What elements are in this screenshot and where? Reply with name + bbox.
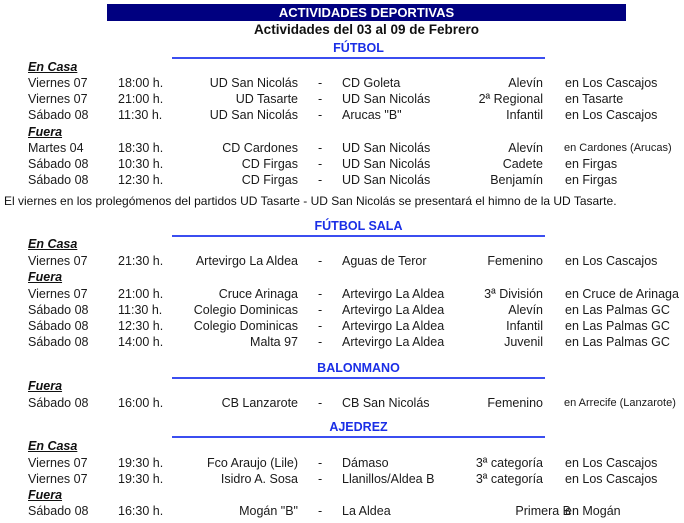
away-team: Artevirgo La Aldea: [342, 319, 445, 333]
page-banner-title: ACTIVIDADES DEPORTIVAS: [107, 4, 626, 21]
away-team: Arucas "B": [342, 108, 402, 122]
home-team: Isidro A. Sosa: [220, 472, 298, 486]
match-time: 16:30 h.: [118, 504, 164, 518]
away-team: UD San Nicolás: [342, 92, 431, 106]
sport-title-balonmano: BALONMANO: [172, 361, 545, 379]
match-category: Infantil: [506, 319, 543, 333]
match-row: [0, 156, 684, 172]
versus-dash: -: [318, 108, 323, 122]
match-category: Benjamín: [490, 173, 543, 187]
match-day: Viernes 07: [28, 92, 88, 106]
versus-dash: -: [318, 254, 323, 268]
match-day: Viernes 07: [28, 456, 88, 470]
match-category: Infantil: [506, 108, 543, 122]
section-label-away: Fuera: [28, 270, 63, 284]
match-row: [0, 318, 684, 334]
match-day: Sábado 08: [28, 303, 89, 317]
match-time: 18:30 h.: [118, 141, 164, 155]
match-row: [0, 107, 684, 123]
match-day: Viernes 07: [28, 76, 88, 90]
match-row: [0, 334, 684, 350]
match-category: 3ª categoría: [475, 456, 543, 470]
match-category: Juvenil: [504, 335, 543, 349]
match-day: Sábado 08: [28, 173, 89, 187]
match-time: 11:30 h.: [118, 108, 163, 122]
home-team: UD San Nicolás: [209, 76, 298, 90]
match-location: en Los Cascajos: [565, 76, 658, 90]
match-location: en Cruce de Arinaga: [565, 287, 679, 301]
away-team: CD Goleta: [342, 76, 401, 90]
away-team: Artevirgo La Aldea: [342, 335, 445, 349]
section-label-away: Fuera: [28, 125, 63, 139]
match-category: 2ª Regional: [478, 92, 543, 106]
versus-dash: -: [318, 173, 323, 187]
match-row: [0, 286, 684, 302]
away-team: Artevirgo La Aldea: [342, 303, 445, 317]
versus-dash: -: [318, 456, 323, 470]
match-day: Sábado 08: [28, 396, 89, 410]
match-day: Viernes 07: [28, 254, 88, 268]
match-time: 21:00 h.: [118, 287, 164, 301]
match-location: en Tasarte: [565, 92, 624, 106]
match-time: 11:30 h.: [118, 303, 163, 317]
away-team: UD San Nicolás: [342, 157, 431, 171]
away-team: Llanillos/Aldea B: [342, 472, 435, 486]
futbol-note: El viernes en los prolegómenos del partidos UD Tasarte - UD San Nicolás se presentará el himno de la UD Tasarte.: [4, 194, 617, 208]
versus-dash: -: [318, 472, 323, 486]
versus-dash: -: [318, 504, 323, 518]
match-time: 12:30 h.: [118, 319, 164, 333]
match-category: Primera B: [515, 504, 571, 518]
match-time: 18:00 h.: [118, 76, 164, 90]
match-day: Sábado 08: [28, 335, 89, 349]
home-team: Fco Araujo (Lile): [206, 456, 298, 470]
versus-dash: -: [318, 157, 323, 171]
match-location: en Los Cascajos: [565, 472, 658, 486]
match-time: 14:00 h.: [118, 335, 164, 349]
match-location: en Las Palmas GC: [565, 335, 670, 349]
match-time: 19:30 h.: [118, 472, 164, 486]
home-team: Colegio Dominicas: [193, 303, 298, 317]
match-day: Viernes 07: [28, 287, 88, 301]
match-day: Martes 04: [28, 141, 84, 155]
versus-dash: -: [318, 76, 323, 90]
match-time: 19:30 h.: [118, 456, 164, 470]
section-label-home: En Casa: [28, 60, 78, 74]
versus-dash: -: [318, 303, 323, 317]
match-day: Viernes 07: [28, 472, 88, 486]
match-row: [0, 471, 684, 487]
match-category: Alevín: [508, 303, 543, 317]
home-team: Artevirgo La Aldea: [195, 254, 298, 268]
versus-dash: -: [318, 287, 323, 301]
match-row: [0, 172, 684, 188]
match-row: [0, 140, 684, 156]
match-row: [0, 455, 684, 471]
section-label-away: Fuera: [28, 379, 63, 393]
away-team: Dámaso: [342, 456, 389, 470]
home-team: Mogán "B": [239, 504, 298, 518]
versus-dash: -: [318, 335, 323, 349]
section-label-away: Fuera: [28, 488, 63, 502]
away-team: La Aldea: [342, 504, 391, 518]
home-team: Malta 97: [250, 335, 298, 349]
home-team: CD Firgas: [241, 173, 298, 187]
match-location: en Arrecife (Lanzarote): [564, 397, 676, 409]
sport-title-futbol: FÚTBOL: [172, 41, 545, 59]
match-category: Femenino: [487, 396, 543, 410]
away-team: Artevirgo La Aldea: [342, 287, 445, 301]
match-row: [0, 503, 684, 519]
versus-dash: -: [318, 396, 323, 410]
match-category: 3ª División: [484, 287, 543, 301]
match-location: en Firgas: [565, 173, 618, 187]
match-location: en Las Palmas GC: [565, 303, 670, 317]
home-team: UD San Nicolás: [209, 108, 298, 122]
home-team: UD Tasarte: [235, 92, 298, 106]
match-category: Cadete: [502, 157, 543, 171]
match-row: [0, 91, 684, 107]
match-row: [0, 253, 684, 269]
away-team: Aguas de Teror: [342, 254, 427, 268]
match-time: 21:00 h.: [118, 92, 164, 106]
match-day: Sábado 08: [28, 108, 89, 122]
match-time: 10:30 h.: [118, 157, 164, 171]
match-day: Sábado 08: [28, 504, 89, 518]
home-team: Colegio Dominicas: [193, 319, 298, 333]
versus-dash: -: [318, 92, 323, 106]
match-location: en Los Cascajos: [565, 108, 658, 122]
away-team: CB San Nicolás: [342, 396, 430, 410]
versus-dash: -: [318, 319, 323, 333]
match-time: 12:30 h.: [118, 173, 164, 187]
match-category: Alevín: [508, 76, 543, 90]
match-day: Sábado 08: [28, 157, 89, 171]
section-label-home: En Casa: [28, 439, 78, 453]
match-day: Sábado 08: [28, 319, 89, 333]
match-location: en Firgas: [565, 157, 618, 171]
home-team: CD Firgas: [241, 157, 298, 171]
match-location: en Los Cascajos: [565, 456, 658, 470]
match-location: en Mogán: [565, 504, 621, 518]
match-time: 21:30 h.: [118, 254, 164, 268]
match-time: 16:00 h.: [118, 396, 164, 410]
match-category: Femenino: [487, 254, 543, 268]
match-location: en Cardones (Arucas): [564, 142, 672, 154]
sport-title-futbol-sala: FÚTBOL SALA: [172, 219, 545, 237]
home-team: Cruce Arinaga: [218, 287, 298, 301]
home-team: CB Lanzarote: [221, 396, 298, 410]
sport-title-ajedrez: AJEDREZ: [172, 420, 545, 438]
match-category: Alevín: [508, 141, 543, 155]
match-category: 3ª categoría: [475, 472, 543, 486]
away-team: UD San Nicolás: [342, 141, 431, 155]
match-location: en Las Palmas GC: [565, 319, 670, 333]
page-subtitle: Actividades del 03 al 09 de Febrero: [253, 22, 480, 37]
match-row: [0, 395, 684, 411]
section-label-home: En Casa: [28, 237, 78, 251]
match-location: en Los Cascajos: [565, 254, 658, 268]
home-team: CD Cardones: [222, 141, 298, 155]
versus-dash: -: [318, 141, 323, 155]
away-team: UD San Nicolás: [342, 173, 431, 187]
match-row: [0, 75, 684, 91]
match-row: [0, 302, 684, 318]
